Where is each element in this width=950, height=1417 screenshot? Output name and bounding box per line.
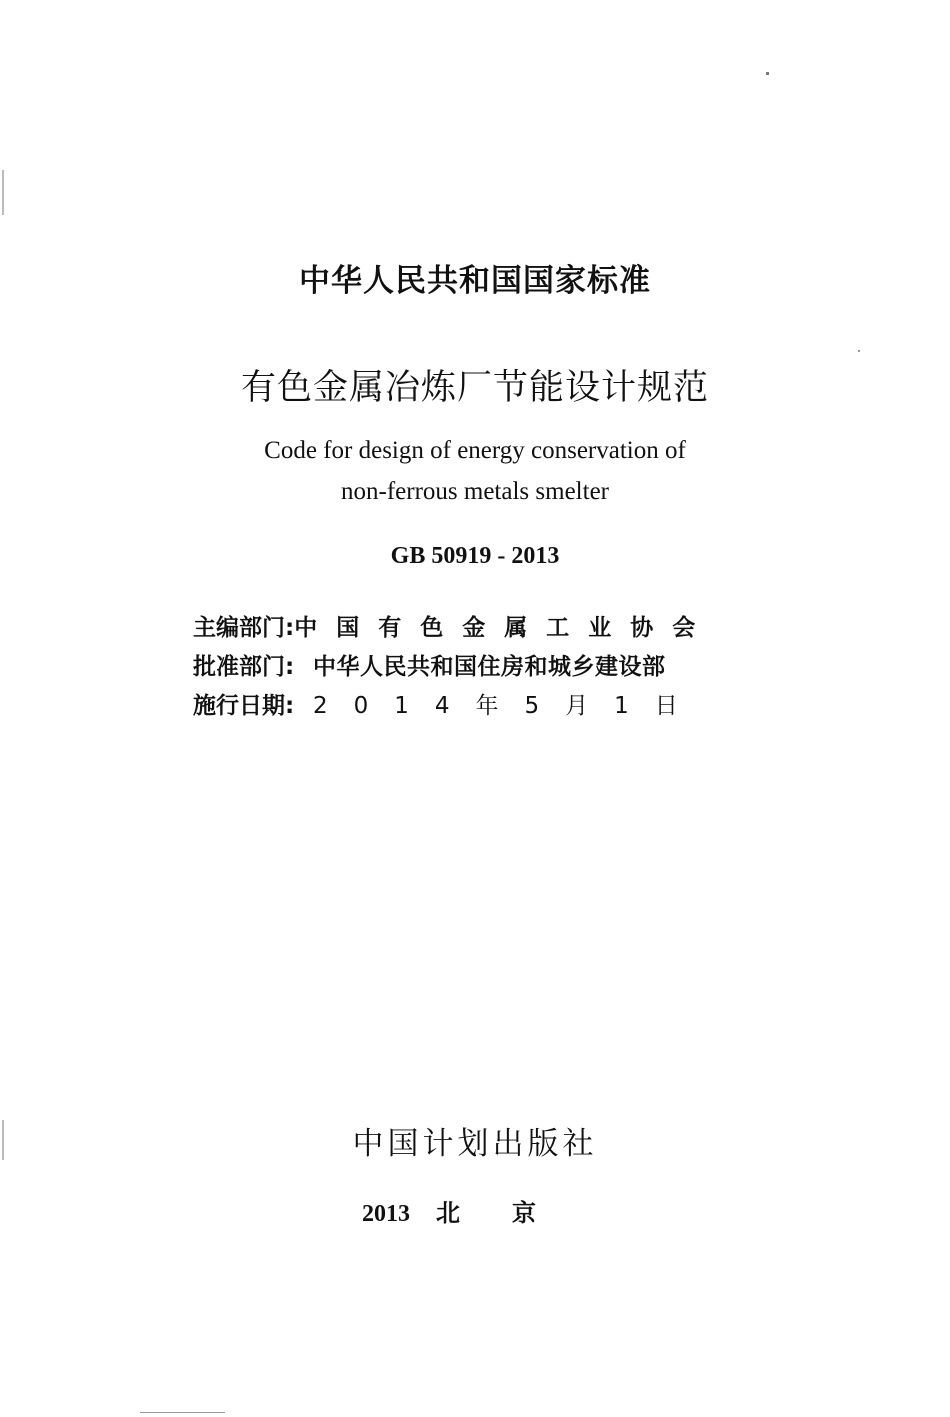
publication-city: 北京 bbox=[436, 1199, 588, 1227]
effective-date-label: 施行日期: bbox=[193, 693, 295, 719]
scan-bottom-line bbox=[140, 1412, 225, 1413]
scan-dot bbox=[858, 350, 860, 352]
publisher-name: 中国计划出版社 bbox=[352, 1126, 598, 1162]
editor-value: 中国有色金属工业协会 bbox=[294, 615, 715, 641]
standard-code: GB 50919 - 2013 bbox=[390, 543, 560, 569]
scan-dot bbox=[766, 72, 769, 75]
scan-edge-mark bbox=[2, 170, 4, 215]
approver-label: 批准部门: bbox=[193, 654, 295, 680]
approver-value: 中华人民共和国住房和城乡建设部 bbox=[313, 654, 666, 680]
effective-date-row bbox=[193, 684, 713, 723]
publication-year: 2013 bbox=[362, 1201, 410, 1227]
editor-row bbox=[193, 606, 713, 645]
title-english-line-1: Code for design of energy conservation of bbox=[264, 437, 686, 464]
title-english-line-2: non-ferrous metals smelter bbox=[341, 478, 609, 505]
approver-row bbox=[193, 645, 713, 684]
effective-date-value: 2014年5月1日 bbox=[313, 693, 704, 719]
editor-label: 主编部门: bbox=[193, 615, 295, 641]
title-chinese: 有色金属冶炼厂节能设计规范 bbox=[240, 368, 709, 408]
publication-line bbox=[0, 1193, 950, 1228]
standard-type-heading: 中华人民共和国国家标准 bbox=[299, 263, 651, 299]
meta-block bbox=[193, 606, 713, 723]
